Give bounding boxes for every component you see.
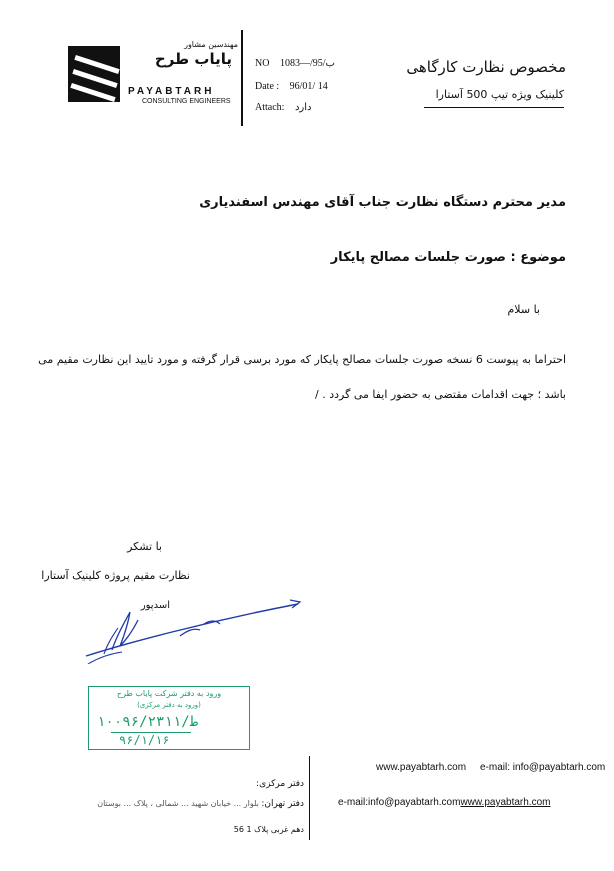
- company-logo-mark: [68, 46, 120, 102]
- signer-name: اسدپور: [140, 600, 170, 611]
- letter-attachment-value: دارد: [294, 102, 312, 113]
- header-divider: [241, 30, 243, 126]
- letter-recipient: مدیر محترم دستگاه نظارت جناب آقای مهندس اسفندیاری: [199, 195, 566, 210]
- logo-name-fa: پایاب طرح: [154, 50, 232, 68]
- logo-subtitle-en: CONSULTING ENGINEERS: [142, 98, 231, 105]
- letter-attachment-label: Attach:: [255, 102, 285, 113]
- footer-tehran-label: دفتر تهران:: [261, 799, 304, 809]
- letter-number-value: ب/95/—1083: [279, 58, 335, 69]
- letter-number-label: NO: [255, 58, 270, 69]
- letter-closing: با تشکر: [127, 540, 162, 553]
- letter-attachment: [255, 102, 311, 113]
- footer-email-link[interactable]: e-mail: info@payabtarh.com: [480, 762, 606, 773]
- header-title: مخصوص نظارت کارگاهی: [406, 58, 566, 76]
- letter-signer: نظارت مقیم پروژه کلینیک آستارا: [41, 569, 190, 582]
- header-underline: [424, 107, 564, 108]
- letter-subject: موضوع : صورت جلسات مصالح پایکار: [330, 250, 566, 265]
- stamp-line-4: ۹۶/۱/۱۶: [119, 733, 170, 747]
- receipt-stamp: [88, 686, 250, 750]
- footer-website-link[interactable]: www.payabtarh.com: [376, 762, 467, 773]
- header-subtitle: کلینیک ویژه تیپ 500 آستارا: [435, 88, 564, 101]
- letter-greeting: با سلام: [507, 303, 540, 316]
- handwritten-signature: [84, 598, 306, 664]
- footer-office-label: دفتر مرکزی:: [256, 779, 304, 789]
- footer-divider: [309, 756, 310, 840]
- footer-tehran-address-text: بلوار ... خیابان شهید ... شمالی ، پلاک ... بوستان: [97, 799, 259, 808]
- footer-tehran-address: [44, 799, 304, 809]
- logo-name-en: PAYABTARH: [128, 86, 215, 97]
- footer-contact-line: [338, 797, 550, 808]
- letter-date-label: Date :: [255, 81, 280, 92]
- letter-date-value: 96/01/ 14: [289, 81, 328, 92]
- footer-website-bottom-link[interactable]: www.payabtarh.com: [460, 797, 551, 808]
- footer-unit: دهم غربی پلاک 1 56: [233, 825, 304, 834]
- letter-paragraph-1: احتراما به پیوست 6 نسخه صورت جلسات مصالح پایکار که مورد برسی قرار گرفته و مورد تایید این نظارت مقیم می: [38, 353, 566, 366]
- letter-number: [255, 58, 335, 69]
- stamp-line-2: (ورود به دفتر مرکزی): [137, 701, 201, 709]
- stamp-line-3: ۱۰۰۹۶/ط/۲۳۱۱: [97, 714, 199, 730]
- stamp-line-1: ورود به دفتر شرکت پایاب طرح: [116, 689, 222, 698]
- logo-tagline-fa: مهندسین مشاور: [184, 40, 238, 49]
- letter-date: [255, 81, 328, 92]
- letter-paragraph-2: باشد ؛ جهت اقدامات مقتضی به حضور ایفا می گردد . /: [315, 388, 566, 401]
- footer-email-bottom-link[interactable]: e-mail:info@payabtarh.com: [338, 797, 461, 808]
